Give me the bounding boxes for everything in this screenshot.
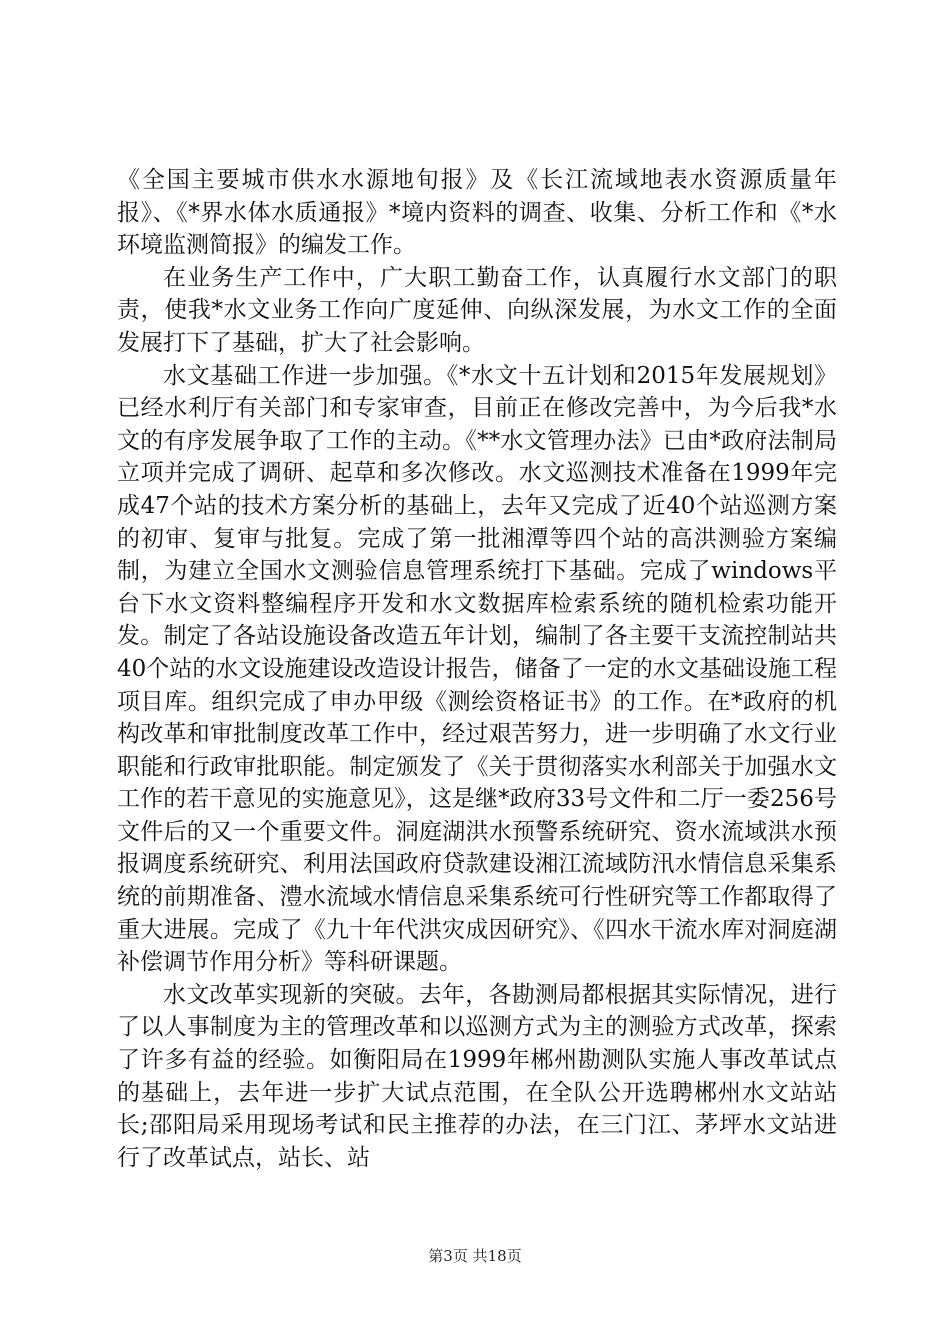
paragraph-2: 在业务生产工作中，广大职工勤奋工作，认真履行水文部门的职责，使我*水文业务工作向广度延伸、向纵深发展，为水文工作的全面发展打下了基础，扩大了社会影响。 (117, 264, 837, 356)
paragraph-4: 水文改革实现新的突破。去年，各勘测局都根据其实际情况，进行了以人事制度为主的管理改革和以巡测方式为主的测验方式改革，探索了许多有益的经验。如衡阳局在1999年郴州勘测队实施人事改革试点的基础上，去年进一步扩大试点范围，在全队公开选聘郴州水文站站长;邵阳局采用现场考试和民主推荐的办法，在三门江、茅坪水文站进行了改革试点，站长、站 (117, 981, 837, 1171)
document-body (117, 164, 837, 1174)
page-footer (0, 1245, 950, 1266)
page-number-label: 第3页 共18页 (428, 1247, 522, 1265)
paragraph-1: 《全国主要城市供水水源地旬报》及《长江流域地表水资源质量年报》、《*界水体水质通报》*境内资料的调查、收集、分析工作和《*水环境监测简报》的编发工作。 (117, 167, 837, 259)
paragraph-3: 水文基础工作进一步加强。《*水文十五计划和2015年发展规划》已经水利厅有关部门和专家审查，目前正在修改完善中，为今后我*水文的有序发展争取了工作的主动。《**水文管理办法》已由*政府法制局立项并完成了调研、起草和多次修改。水文巡测技术准备在1999年完成47个站的技术方案分析的基础上，去年又完成了近40个站巡测方案的初审、复审与批复。完成了第一批湘潭等四个站的高洪测验方案编制，为建立全国水文测验信息管理系统打下基础。完成了windows平台下水文资料整编程序开发和水文数据库检索系统的随机检索功能开发。制定了各站设施设备改造五年计划，编制了各主要干支流控制站共40个站的水文设施建设改造设计报告，储备了一定的水文基础设施工程项目库。组织完成了申办甲级《测绘资格证书》的工作。在*政府的机构改革和审批制度改革工作中，经过艰苦努力，进一步明确了水文行业职能和行政审批职能。制定颁发了《关于贯彻落实水利部关于加强水文工作的若干意见的实施意见》，这是继*政府33号文件和二厅一委256号文件后的又一个重要文件。洞庭湖洪水预警系统研究、资水流域洪水预报调度系统研究、利用法国政府贷款建设湘江流域防汛水情信息采集系统的前期准备、澧水流域水情信息采集系统可行性研究等工作都取得了重大进展。完成了《九十年代洪灾成因研究》、《四水干流水库对洞庭湖补偿调节作用分析》等科研课题。 (117, 362, 837, 976)
